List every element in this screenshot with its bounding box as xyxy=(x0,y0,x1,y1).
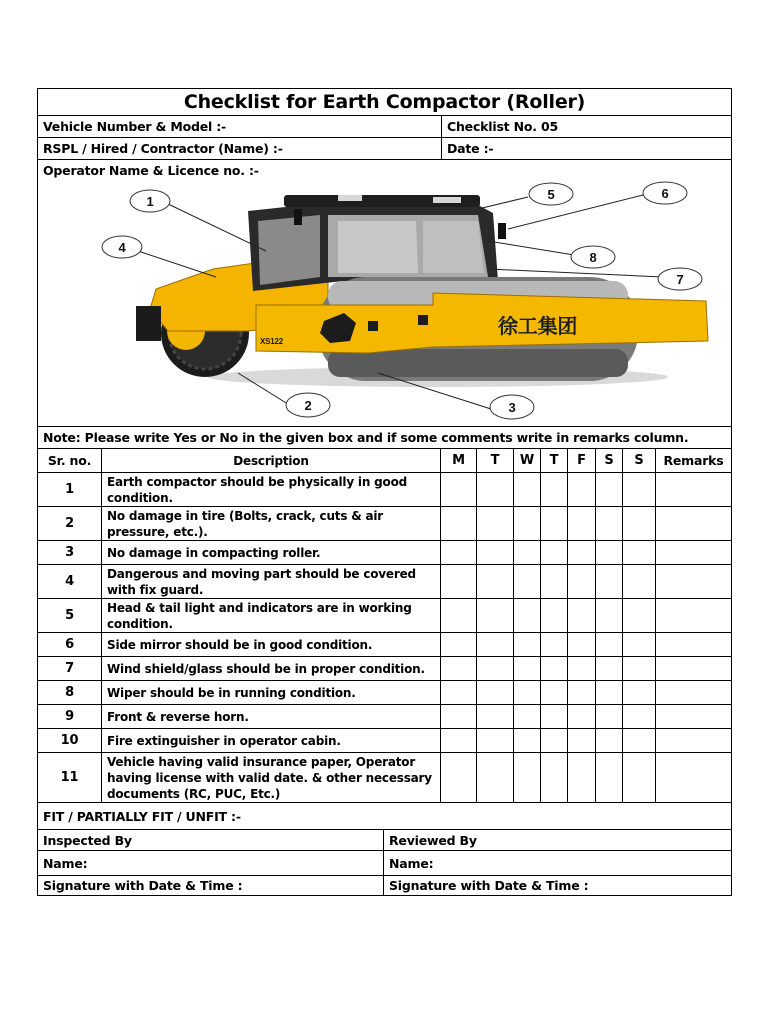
checkbox-cell-fri[interactable] xyxy=(568,705,596,729)
checkbox-cell-mon[interactable] xyxy=(441,507,477,541)
callout-2: 2 xyxy=(304,398,312,413)
remarks-cell[interactable] xyxy=(656,753,732,803)
col-day-tue: T xyxy=(477,449,514,473)
checkbox-cell-wed[interactable] xyxy=(514,633,541,657)
reviewed-by-label: Reviewed By xyxy=(384,830,732,851)
checkbox-cell-wed[interactable] xyxy=(514,541,541,565)
item-description: Side mirror should be in good condition. xyxy=(102,633,441,657)
remarks-cell[interactable] xyxy=(656,599,732,633)
checkbox-cell-sat[interactable] xyxy=(596,705,623,729)
checkbox-cell-tue[interactable] xyxy=(477,681,514,705)
reviewer-name-field[interactable]: Name: xyxy=(384,851,732,876)
checkbox-cell-mon[interactable] xyxy=(441,657,477,681)
remarks-cell[interactable] xyxy=(656,657,732,681)
checklist-sheet xyxy=(37,88,731,896)
table-row xyxy=(38,681,732,705)
checkbox-cell-sat[interactable] xyxy=(596,729,623,753)
checkbox-cell-sun[interactable] xyxy=(623,473,656,507)
checkbox-cell-sun[interactable] xyxy=(623,541,656,565)
callout-3: 3 xyxy=(508,400,516,415)
checkbox-cell-tue[interactable] xyxy=(477,633,514,657)
checkbox-cell-mon[interactable] xyxy=(441,599,477,633)
checkbox-cell-sat[interactable] xyxy=(596,507,623,541)
vehicle-number-field[interactable]: Vehicle Number & Model :- xyxy=(38,116,442,138)
checkbox-cell-sat[interactable] xyxy=(596,473,623,507)
checkbox-cell-mon[interactable] xyxy=(441,729,477,753)
item-number: 4 xyxy=(38,565,102,599)
remarks-cell[interactable] xyxy=(656,681,732,705)
checkbox-cell-mon[interactable] xyxy=(441,753,477,803)
remarks-cell[interactable] xyxy=(656,507,732,541)
checkbox-cell-tue[interactable] xyxy=(477,599,514,633)
remarks-cell[interactable] xyxy=(656,729,732,753)
checkbox-cell-wed[interactable] xyxy=(514,681,541,705)
callout-1: 1 xyxy=(146,194,154,209)
fit-status-field[interactable]: FIT / PARTIALLY FIT / UNFIT :- xyxy=(38,803,732,830)
table-row xyxy=(38,507,732,541)
item-number: 1 xyxy=(38,473,102,507)
operator-field[interactable]: Operator Name & Licence no. :- xyxy=(38,160,732,182)
item-number: 6 xyxy=(38,633,102,657)
checkbox-cell-sun[interactable] xyxy=(623,599,656,633)
col-day-sun: S xyxy=(623,449,656,473)
col-description: Description xyxy=(102,449,441,473)
remarks-cell[interactable] xyxy=(656,633,732,657)
checkbox-cell-tue[interactable] xyxy=(477,705,514,729)
checkbox-cell-wed[interactable] xyxy=(514,565,541,599)
reviewer-signature-field[interactable]: Signature with Date & Time : xyxy=(384,876,732,896)
table-row xyxy=(38,565,732,599)
col-day-mon: M xyxy=(441,449,477,473)
item-description: Dangerous and moving part should be covered with fix guard. xyxy=(102,565,441,599)
col-day-sat: S xyxy=(596,449,623,473)
item-description: No damage in compacting roller. xyxy=(102,541,441,565)
checkbox-cell-fri[interactable] xyxy=(568,729,596,753)
checkbox-cell-thu[interactable] xyxy=(541,657,568,681)
checkbox-cell-fri[interactable] xyxy=(568,657,596,681)
checkbox-cell-thu[interactable] xyxy=(541,599,568,633)
checkbox-cell-sat[interactable] xyxy=(596,633,623,657)
note-text: Note: Please write Yes or No in the given box and if some comments write in remarks column. xyxy=(38,427,732,449)
checkbox-cell-thu[interactable] xyxy=(541,473,568,507)
checkbox-cell-wed[interactable] xyxy=(514,657,541,681)
checklist-items xyxy=(38,473,732,803)
checkbox-cell-sun[interactable] xyxy=(623,705,656,729)
table-row xyxy=(38,633,732,657)
inspected-by-label: Inspected By xyxy=(38,830,384,851)
checkbox-cell-wed[interactable] xyxy=(514,753,541,803)
col-sr-no: Sr. no. xyxy=(38,449,102,473)
item-description: Earth compactor should be physically in good condition. xyxy=(102,473,441,507)
header-table xyxy=(37,88,732,449)
item-description: No damage in tire (Bolts, crack, cuts & air pressure, etc.). xyxy=(102,507,441,541)
checkbox-cell-thu[interactable] xyxy=(541,681,568,705)
brand-label: 徐工集团 xyxy=(498,316,578,338)
callout-4: 4 xyxy=(118,240,126,255)
checkbox-cell-fri[interactable] xyxy=(568,473,596,507)
callout-5: 5 xyxy=(547,187,555,202)
col-day-thu: T xyxy=(541,449,568,473)
checkbox-cell-thu[interactable] xyxy=(541,729,568,753)
checkbox-cell-mon[interactable] xyxy=(441,541,477,565)
checklist-number-field: Checklist No. 05 xyxy=(442,116,732,138)
checkbox-cell-mon[interactable] xyxy=(441,473,477,507)
checkbox-cell-thu[interactable] xyxy=(541,541,568,565)
inspector-signature-field[interactable]: Signature with Date & Time : xyxy=(38,876,384,896)
callout-6: 6 xyxy=(661,186,669,201)
item-number: 9 xyxy=(38,705,102,729)
remarks-cell[interactable] xyxy=(656,705,732,729)
checkbox-cell-thu[interactable] xyxy=(541,565,568,599)
inspector-name-field[interactable]: Name: xyxy=(38,851,384,876)
item-number: 5 xyxy=(38,599,102,633)
checkbox-cell-tue[interactable] xyxy=(477,657,514,681)
table-row xyxy=(38,729,732,753)
roller-image-cell xyxy=(38,181,732,427)
checkbox-cell-sun[interactable] xyxy=(623,633,656,657)
checkbox-cell-tue[interactable] xyxy=(477,753,514,803)
table-row xyxy=(38,473,732,507)
col-remarks: Remarks xyxy=(656,449,732,473)
checkbox-cell-thu[interactable] xyxy=(541,633,568,657)
remarks-cell[interactable] xyxy=(656,565,732,599)
checkbox-cell-fri[interactable] xyxy=(568,681,596,705)
checkbox-cell-sat[interactable] xyxy=(596,681,623,705)
checkbox-cell-thu[interactable] xyxy=(541,705,568,729)
checkbox-cell-wed[interactable] xyxy=(514,473,541,507)
table-row xyxy=(38,599,732,633)
page-title: Checklist for Earth Compactor (Roller) xyxy=(38,89,732,116)
col-day-fri: F xyxy=(568,449,596,473)
footer-table xyxy=(37,802,732,896)
item-number: 11 xyxy=(38,753,102,803)
callout-7: 7 xyxy=(676,272,684,287)
checkbox-cell-mon[interactable] xyxy=(441,681,477,705)
item-description: Fire extinguisher in operator cabin. xyxy=(102,729,441,753)
checklist-table xyxy=(37,448,732,803)
item-number: 3 xyxy=(38,541,102,565)
contractor-field[interactable]: RSPL / Hired / Contractor (Name) :- xyxy=(38,138,442,160)
checkbox-cell-sat[interactable] xyxy=(596,657,623,681)
checkbox-cell-fri[interactable] xyxy=(568,565,596,599)
checkbox-cell-wed[interactable] xyxy=(514,599,541,633)
checkbox-cell-tue[interactable] xyxy=(477,729,514,753)
checkbox-cell-thu[interactable] xyxy=(541,507,568,541)
remarks-cell[interactable] xyxy=(656,541,732,565)
checkbox-cell-mon[interactable] xyxy=(441,705,477,729)
table-row xyxy=(38,753,732,803)
checkbox-cell-sat[interactable] xyxy=(596,565,623,599)
item-number: 8 xyxy=(38,681,102,705)
checkbox-cell-tue[interactable] xyxy=(477,473,514,507)
checkbox-cell-fri[interactable] xyxy=(568,507,596,541)
checkbox-cell-sun[interactable] xyxy=(623,729,656,753)
checkbox-cell-sun[interactable] xyxy=(623,507,656,541)
checkbox-cell-sun[interactable] xyxy=(623,753,656,803)
checkbox-cell-sun[interactable] xyxy=(623,681,656,705)
checkbox-cell-tue[interactable] xyxy=(477,507,514,541)
roller-illustration xyxy=(38,181,730,423)
model-label: XS122 xyxy=(260,337,284,346)
col-day-wed: W xyxy=(514,449,541,473)
checkbox-cell-sat[interactable] xyxy=(596,541,623,565)
item-description: Vehicle having valid insurance paper, Operator having license with valid date. & other necessary documents (RC, PUC, Etc.) xyxy=(102,753,441,803)
checkbox-cell-mon[interactable] xyxy=(441,565,477,599)
table-row xyxy=(38,705,732,729)
checkbox-cell-sun[interactable] xyxy=(623,565,656,599)
checkbox-cell-fri[interactable] xyxy=(568,541,596,565)
checkbox-cell-wed[interactable] xyxy=(514,729,541,753)
side-mirror xyxy=(498,223,506,239)
checkbox-cell-tue[interactable] xyxy=(477,541,514,565)
checkbox-cell-fri[interactable] xyxy=(568,633,596,657)
checkbox-cell-mon[interactable] xyxy=(441,633,477,657)
checkbox-cell-fri[interactable] xyxy=(568,753,596,803)
checkbox-cell-wed[interactable] xyxy=(514,705,541,729)
item-number: 2 xyxy=(38,507,102,541)
callout-8: 8 xyxy=(589,250,597,265)
item-number: 10 xyxy=(38,729,102,753)
remarks-cell[interactable] xyxy=(656,473,732,507)
item-description: Wind shield/glass should be in proper condition. xyxy=(102,657,441,681)
item-description: Front & reverse horn. xyxy=(102,705,441,729)
checkbox-cell-tue[interactable] xyxy=(477,565,514,599)
item-number: 7 xyxy=(38,657,102,681)
checkbox-cell-sat[interactable] xyxy=(596,753,623,803)
item-description: Wiper should be in running condition. xyxy=(102,681,441,705)
item-description: Head & tail light and indicators are in working condition. xyxy=(102,599,441,633)
checkbox-cell-sun[interactable] xyxy=(623,657,656,681)
checkbox-cell-fri[interactable] xyxy=(568,599,596,633)
table-row xyxy=(38,657,732,681)
checkbox-cell-sat[interactable] xyxy=(596,599,623,633)
date-field[interactable]: Date :- xyxy=(442,138,732,160)
checkbox-cell-wed[interactable] xyxy=(514,507,541,541)
checkbox-cell-thu[interactable] xyxy=(541,753,568,803)
table-row xyxy=(38,541,732,565)
